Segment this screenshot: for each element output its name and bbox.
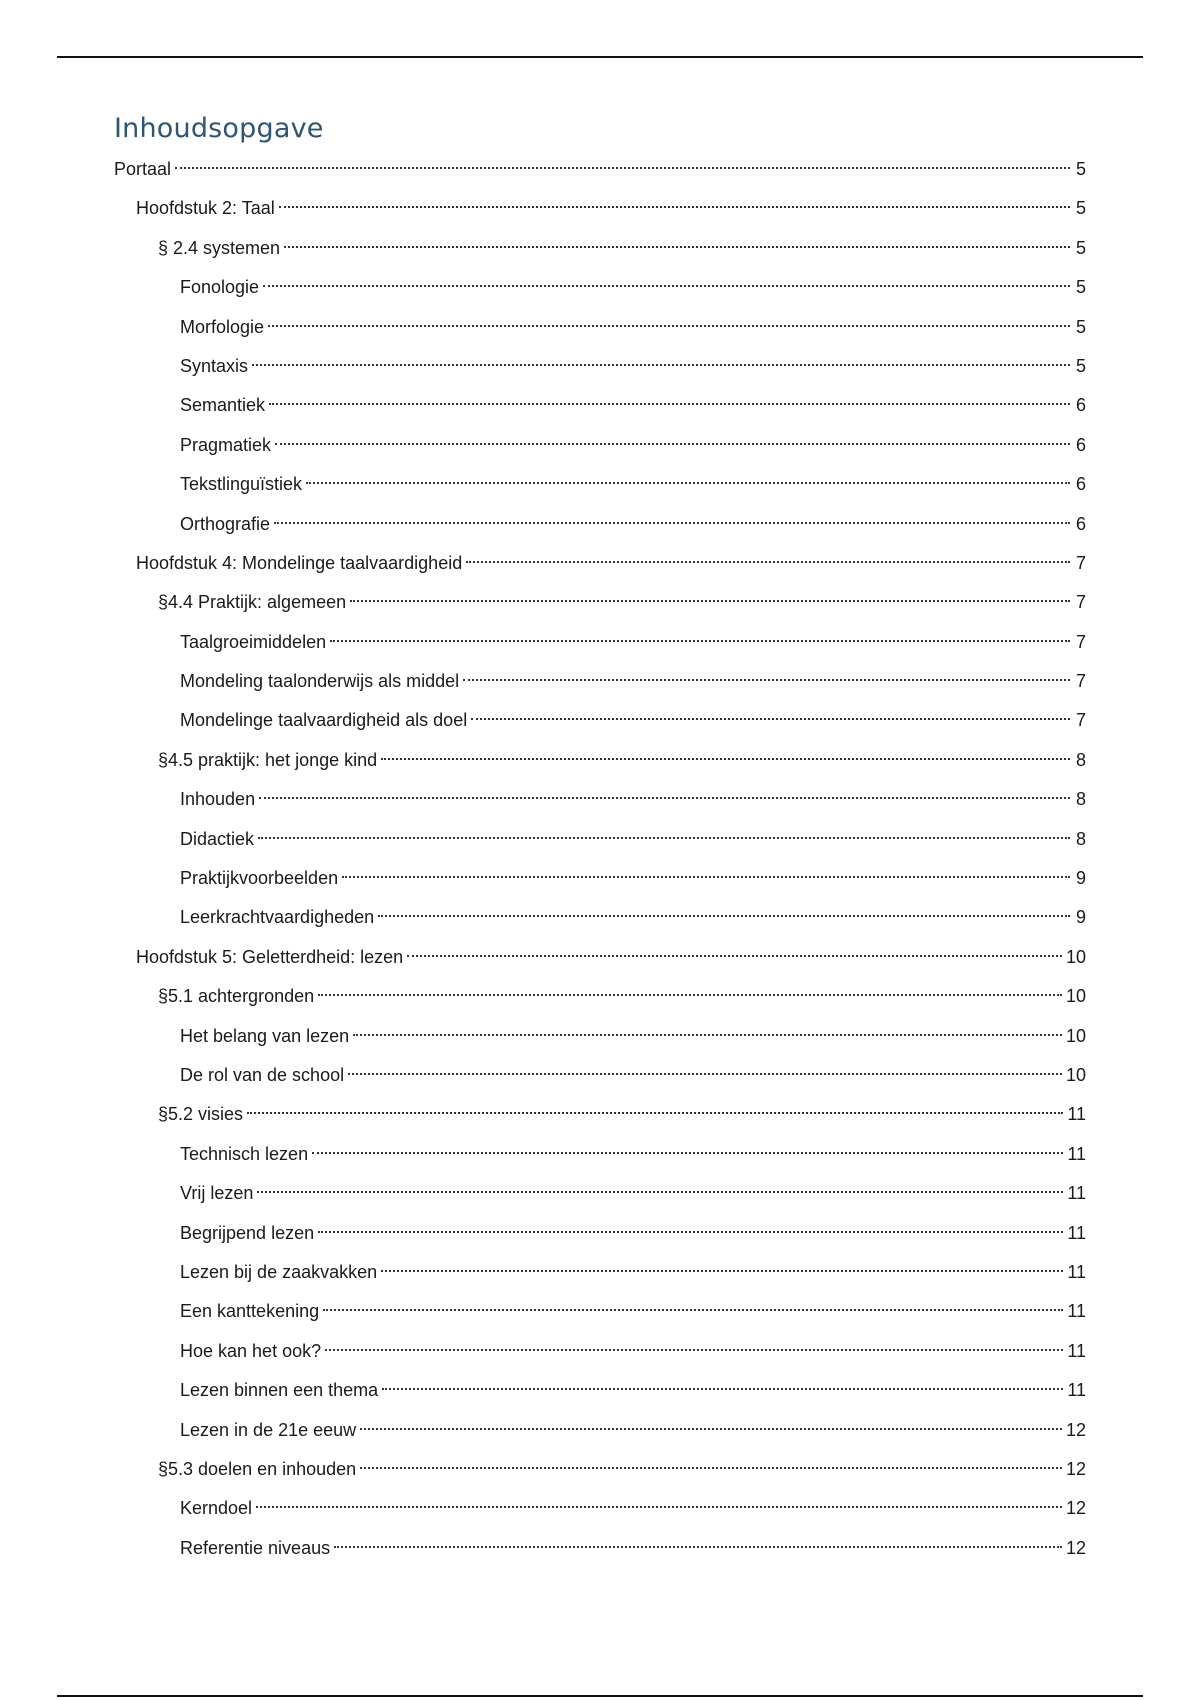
toc-dot-leader <box>256 1506 1062 1508</box>
toc-entry-title[interactable]: Morfologie <box>180 316 265 337</box>
toc-entry-title[interactable]: Het belang van lezen <box>180 1025 350 1046</box>
toc-entry-page[interactable]: 11 <box>1067 1222 1086 1243</box>
toc-entry-title[interactable]: Hoe kan het ook? <box>180 1340 322 1361</box>
toc-entry-title[interactable]: Mondeling taalonderwijs als middel <box>180 671 460 692</box>
toc-entry-title[interactable]: Hoofdstuk 5: Geletterdheid: lezen <box>136 946 404 967</box>
toc-entry-page[interactable]: 6 <box>1075 474 1086 495</box>
toc-entry[interactable] <box>114 386 1086 425</box>
toc-entry[interactable] <box>114 859 1086 898</box>
toc-dot-leader <box>471 718 1070 720</box>
toc-entry-title[interactable]: Referentie niveaus <box>180 1537 331 1558</box>
toc-dot-leader <box>257 1191 1063 1193</box>
toc-entry[interactable] <box>114 1174 1086 1213</box>
header-rule <box>57 56 1143 58</box>
toc-entry-page[interactable]: 11 <box>1067 1380 1086 1401</box>
toc-entry-page[interactable]: 7 <box>1075 710 1086 731</box>
toc-entry-page[interactable]: 6 <box>1075 395 1086 416</box>
toc-dot-leader <box>274 522 1070 524</box>
toc-entry-title[interactable]: Portaal <box>114 159 172 179</box>
toc-entry-title[interactable]: §5.2 visies <box>158 1104 244 1125</box>
table-of-contents <box>114 150 1086 1568</box>
toc-entry-title[interactable]: Mondelinge taalvaardigheid als doel <box>180 710 468 731</box>
toc-entry[interactable] <box>114 662 1086 701</box>
toc-entry[interactable] <box>114 544 1086 583</box>
toc-entry[interactable] <box>114 1332 1086 1371</box>
toc-entry[interactable] <box>114 505 1086 544</box>
toc-entry-page[interactable]: 11 <box>1067 1340 1086 1361</box>
toc-entry-title[interactable]: Pragmatiek <box>180 434 272 455</box>
toc-dot-leader <box>330 640 1070 642</box>
toc-entry[interactable] <box>114 1411 1086 1450</box>
toc-dot-leader <box>382 1388 1063 1390</box>
toc-entry-title[interactable]: Hoofdstuk 2: Taal <box>136 198 275 219</box>
toc-entry[interactable] <box>114 229 1086 268</box>
toc-entry[interactable] <box>114 1135 1086 1174</box>
toc-entry-title[interactable]: Taalgroeimiddelen <box>180 631 327 652</box>
toc-dot-leader <box>318 994 1062 996</box>
toc-entry-title[interactable]: Lezen in de 21e eeuw <box>180 1419 357 1440</box>
toc-entry[interactable] <box>114 189 1086 228</box>
toc-dot-leader <box>275 443 1070 445</box>
toc-entry-title[interactable]: §5.3 doelen en inhouden <box>158 1458 357 1479</box>
toc-entry[interactable] <box>114 741 1086 780</box>
toc-dot-leader <box>334 1546 1062 1548</box>
toc-dot-leader <box>279 206 1070 208</box>
toc-entry-page[interactable]: 12 <box>1065 1498 1086 1519</box>
toc-entry-title[interactable]: Een kanttekening <box>180 1301 320 1322</box>
toc-dot-leader <box>259 797 1070 799</box>
toc-dot-leader <box>247 1112 1063 1114</box>
toc-entry[interactable] <box>114 938 1086 977</box>
toc-entry-title[interactable]: De rol van de school <box>180 1064 345 1085</box>
toc-entry-title[interactable]: Kerndoel <box>180 1498 253 1519</box>
toc-heading: Inhoudsopgave <box>114 113 324 144</box>
toc-entry-page[interactable]: 11 <box>1067 1183 1086 1204</box>
toc-entry-page[interactable]: 10 <box>1065 986 1086 1007</box>
toc-entry-page[interactable]: 6 <box>1075 434 1086 455</box>
toc-dot-leader <box>258 837 1070 839</box>
toc-entry-title[interactable]: Lezen binnen een thema <box>180 1380 379 1401</box>
toc-entry-title[interactable]: Lezen bij de zaakvakken <box>180 1261 378 1282</box>
toc-entry[interactable] <box>114 465 1086 504</box>
toc-entry[interactable] <box>114 150 1086 189</box>
toc-entry-title[interactable]: Vrij lezen <box>180 1183 254 1204</box>
toc-entry-title[interactable]: §5.1 achtergronden <box>158 986 315 1007</box>
toc-entry-title[interactable]: §4.5 praktijk: het jonge kind <box>158 749 378 770</box>
toc-dot-leader <box>318 1231 1063 1233</box>
toc-dot-leader <box>312 1152 1063 1154</box>
toc-entry-page[interactable]: 7 <box>1075 631 1086 652</box>
toc-dot-leader <box>284 246 1070 248</box>
footer-rule <box>57 1695 1143 1697</box>
toc-dot-leader <box>252 364 1070 366</box>
toc-entry[interactable] <box>114 623 1086 662</box>
toc-entry-page[interactable]: 7 <box>1075 592 1086 613</box>
toc-entry[interactable] <box>114 1529 1086 1568</box>
toc-dot-leader <box>306 482 1070 484</box>
toc-entry-page[interactable]: 8 <box>1075 749 1086 770</box>
toc-entry-title[interactable]: Begrijpend lezen <box>180 1222 315 1243</box>
toc-entry-page[interactable]: 7 <box>1075 552 1086 573</box>
toc-entry-page[interactable]: 11 <box>1067 1261 1086 1282</box>
toc-entry-title[interactable]: Syntaxis <box>180 355 249 376</box>
toc-dot-leader <box>353 1034 1062 1036</box>
toc-entry-page[interactable]: 5 <box>1075 159 1086 179</box>
toc-entry-title[interactable]: Leerkrachtvaardigheden <box>180 907 375 928</box>
toc-entry-page[interactable]: 11 <box>1067 1301 1086 1322</box>
toc-entry-page[interactable]: 12 <box>1065 1537 1086 1558</box>
toc-entry-title[interactable]: Inhouden <box>180 789 256 810</box>
toc-entry-page[interactable]: 8 <box>1075 828 1086 849</box>
toc-dot-leader <box>407 955 1062 957</box>
toc-entry-title[interactable]: Didactiek <box>180 828 255 849</box>
toc-dot-leader <box>381 758 1070 760</box>
toc-entry-page[interactable]: 10 <box>1065 1064 1086 1085</box>
toc-entry-page[interactable]: 5 <box>1075 198 1086 219</box>
toc-entry[interactable] <box>114 268 1086 307</box>
toc-entry[interactable] <box>114 820 1086 859</box>
toc-entry[interactable] <box>114 308 1086 347</box>
toc-dot-leader <box>466 561 1070 563</box>
toc-dot-leader <box>342 876 1070 878</box>
toc-entry-title[interactable]: Hoofdstuk 4: Mondelinge taalvaardigheid <box>136 552 463 573</box>
toc-dot-leader <box>348 1073 1062 1075</box>
toc-entry-page[interactable]: 5 <box>1075 316 1086 337</box>
toc-entry-page[interactable]: 11 <box>1067 1143 1086 1164</box>
toc-dot-leader <box>323 1309 1063 1311</box>
toc-entry-page[interactable]: 5 <box>1075 237 1086 258</box>
toc-entry-page[interactable]: 12 <box>1065 1458 1086 1479</box>
toc-entry-title[interactable]: Praktijkvoorbeelden <box>180 868 339 889</box>
toc-entry[interactable] <box>114 1371 1086 1410</box>
toc-dot-leader <box>350 600 1070 602</box>
toc-entry-title[interactable]: Fonologie <box>180 277 260 298</box>
toc-dot-leader <box>378 915 1070 917</box>
toc-entry[interactable] <box>114 583 1086 622</box>
toc-entry-page[interactable]: 10 <box>1065 1025 1086 1046</box>
toc-entry-page[interactable]: 7 <box>1075 671 1086 692</box>
toc-dot-leader <box>463 679 1070 681</box>
toc-entry[interactable] <box>114 1253 1086 1292</box>
toc-entry[interactable] <box>114 1017 1086 1056</box>
toc-dot-leader <box>263 285 1070 287</box>
toc-entry-page[interactable]: 10 <box>1065 946 1086 967</box>
toc-entry[interactable] <box>114 1214 1086 1253</box>
toc-entry-title[interactable]: Orthografie <box>180 513 271 534</box>
toc-entry[interactable] <box>114 426 1086 465</box>
toc-dot-leader <box>268 325 1070 327</box>
toc-dot-leader <box>360 1467 1062 1469</box>
toc-dot-leader <box>325 1349 1063 1351</box>
toc-entry-page[interactable]: 11 <box>1067 1104 1086 1125</box>
toc-entry-page[interactable]: 8 <box>1075 789 1086 810</box>
toc-dot-leader <box>381 1270 1063 1272</box>
toc-entry[interactable] <box>114 977 1086 1016</box>
toc-dot-leader <box>269 403 1070 405</box>
toc-entry[interactable] <box>114 898 1086 937</box>
toc-entry[interactable] <box>114 347 1086 386</box>
toc-entry-title[interactable]: Tekstlinguïstiek <box>180 474 303 495</box>
toc-entry[interactable] <box>114 780 1086 819</box>
toc-entry-page[interactable]: 5 <box>1075 355 1086 376</box>
toc-entry[interactable] <box>114 1489 1086 1528</box>
toc-entry[interactable] <box>114 1095 1086 1134</box>
toc-entry-page[interactable]: 5 <box>1075 277 1086 298</box>
toc-entry-page[interactable]: 12 <box>1065 1419 1086 1440</box>
toc-dot-leader <box>175 167 1070 169</box>
toc-entry-page[interactable]: 9 <box>1075 868 1086 889</box>
toc-entry[interactable] <box>114 1292 1086 1331</box>
toc-entry[interactable] <box>114 1450 1086 1489</box>
toc-entry-title[interactable]: Technisch lezen <box>180 1143 309 1164</box>
toc-dot-leader <box>360 1428 1062 1430</box>
toc-entry-title[interactable]: Semantiek <box>180 395 266 416</box>
toc-entry-title[interactable]: §4.4 Praktijk: algemeen <box>158 592 347 613</box>
toc-entry-title[interactable]: § 2.4 systemen <box>158 237 281 258</box>
toc-entry-page[interactable]: 9 <box>1075 907 1086 928</box>
toc-entry[interactable] <box>114 701 1086 740</box>
toc-entry[interactable] <box>114 1056 1086 1095</box>
toc-entry-page[interactable]: 6 <box>1075 513 1086 534</box>
